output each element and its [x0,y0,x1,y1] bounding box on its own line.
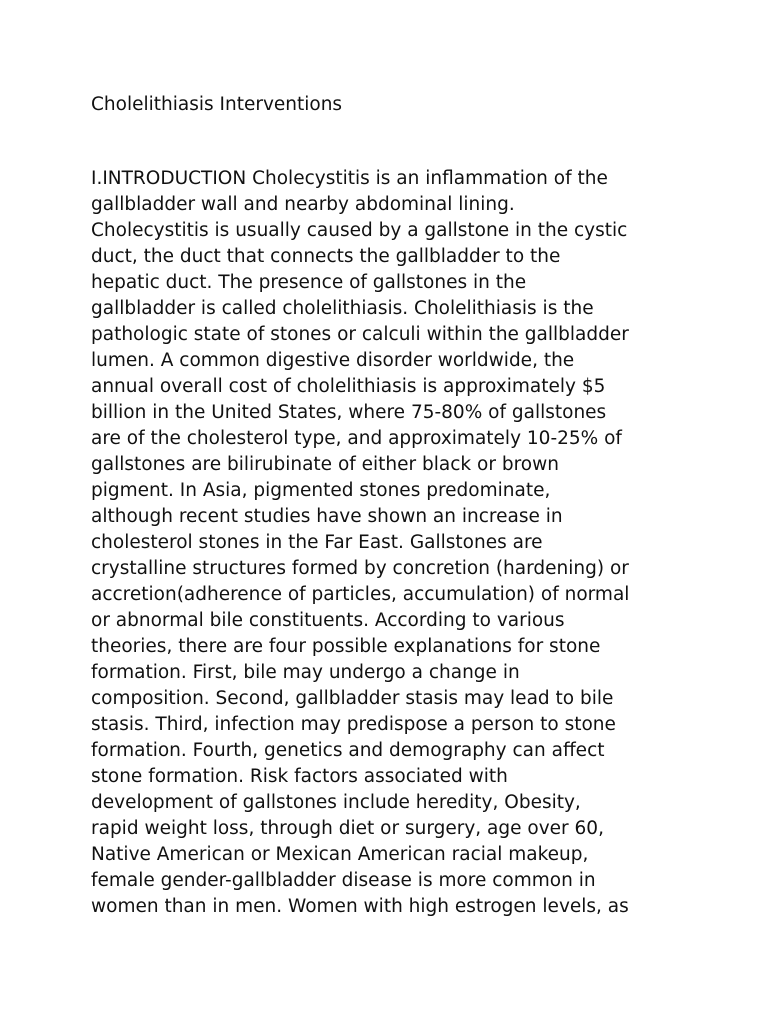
body-line: gallbladder is called cholelithiasis. Cholelithiasis is the [91,298,594,319]
body-line: duct, the duct that connects the gallbladder to the [91,246,561,267]
document-body [91,166,751,920]
body-line: although recent studies have shown an increase in [91,506,563,527]
body-line: crystalline structures formed by concretion (hardening) or [91,558,629,579]
body-line: formation. Fourth, genetics and demography can affect [91,740,605,761]
body-line: female gender-gallbladder disease is more common in [91,870,596,891]
body-line: Cholecystitis is usually caused by a gallstone in the cystic [91,220,628,241]
body-line: pigment. In Asia, pigmented stones predominate, [91,480,551,501]
body-line: theories, there are four possible explanations for stone [91,636,601,657]
body-line: or abnormal bile constituents. According to various [91,610,565,631]
body-line: stone formation. Risk factors associated with [91,766,508,787]
body-line: I.INTRODUCTION Cholecystitis is an inflammation of the [91,168,608,189]
body-line: development of gallstones include heredity, Obesity, [91,792,581,813]
body-line: gallstones are bilirubinate of either black or brown [91,454,559,475]
body-line: are of the cholesterol type, and approximately 10-25% of [91,428,622,449]
body-line: formation. First, bile may undergo a change in [91,662,520,683]
body-line: lumen. A common digestive disorder worldwide, the [91,350,575,371]
body-line: annual overall cost of cholelithiasis is approximately $5 [91,376,606,397]
body-line: hepatic duct. The presence of gallstones in the [91,272,527,293]
body-line: pathologic state of stones or calculi within the gallbladder [91,324,629,345]
body-line: composition. Second, gallbladder stasis may lead to bile [91,688,614,709]
body-line: cholesterol stones in the Far East. Gallstones are [91,532,543,553]
body-line: stasis. Third, infection may predispose a person to stone [91,714,616,735]
body-line: women than in men. Women with high estrogen levels, as [91,896,629,917]
body-line: Native American or Mexican American racial makeup, [91,844,589,865]
body-line: gallbladder wall and nearby abdominal lining. [91,194,515,215]
body-line: accretion(adherence of particles, accumulation) of normal [91,584,630,605]
document-title: Cholelithiasis Interventions [91,94,343,115]
body-line: rapid weight loss, through diet or surgery, age over 60, [91,818,604,839]
body-line: billion in the United States, where 75-80% of gallstones [91,402,607,423]
